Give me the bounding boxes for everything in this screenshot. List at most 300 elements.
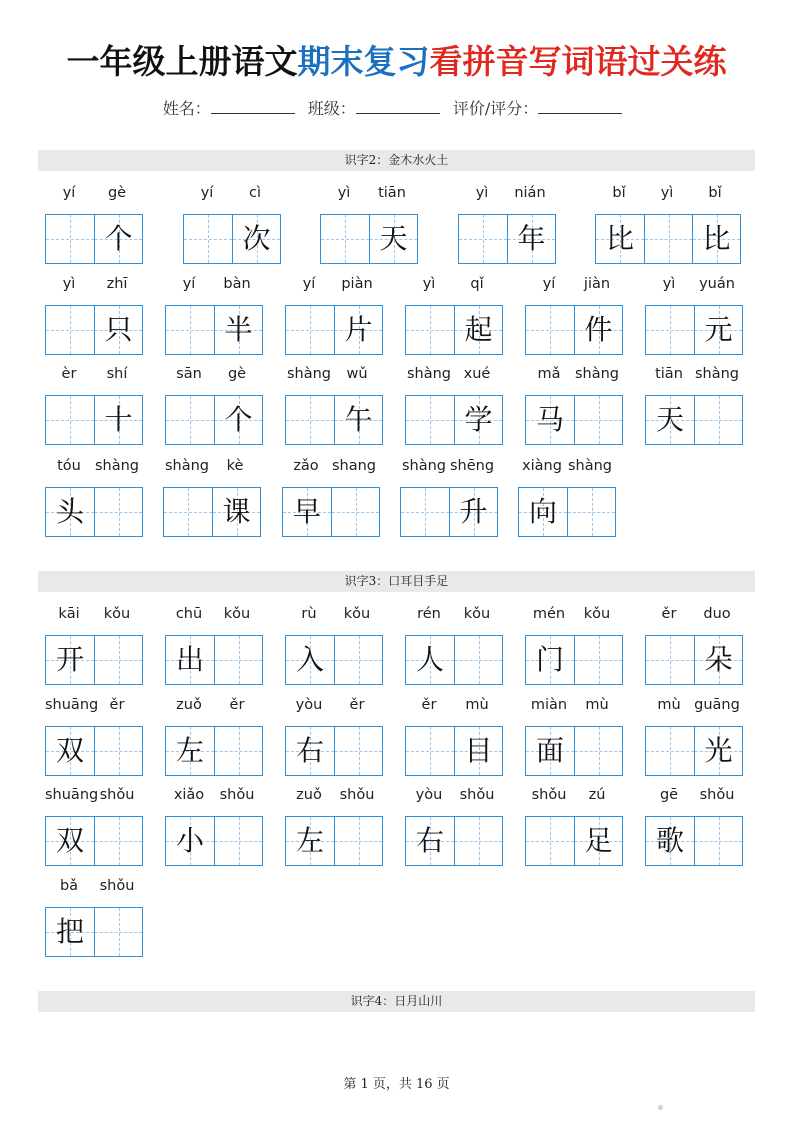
given-character-cell — [526, 727, 574, 775]
pinyin-syllable: yí — [200, 185, 214, 201]
pinyin-syllable: yì — [662, 276, 676, 292]
hanzi-character: 马 — [535, 403, 564, 436]
hanzi-character: 左 — [175, 734, 204, 767]
hanzi-character: 比 — [702, 222, 731, 255]
hanzi-character: 午 — [344, 403, 373, 436]
tianzige-grid — [285, 726, 383, 776]
pinyin-syllable: shǒu — [339, 787, 375, 803]
page-footer: 第 1 页，共 16 页 — [343, 1077, 450, 1092]
tianzige-grid — [183, 214, 281, 264]
pinyin-syllable: cì — [248, 185, 261, 201]
pinyin-syllable: yí — [302, 276, 316, 292]
word-item — [285, 695, 383, 777]
pinyin-syllable: èr — [61, 366, 77, 382]
given-character-cell — [334, 396, 382, 444]
pinyin-syllable: yí — [62, 185, 76, 201]
hanzi-character: 双 — [55, 824, 84, 857]
hanzi-character: 头 — [55, 495, 84, 528]
given-character-cell — [166, 727, 214, 775]
pinyin-syllable: wǔ — [346, 366, 368, 382]
tianzige-grid — [45, 635, 143, 685]
hanzi-character: 向 — [528, 495, 557, 528]
hanzi-character: 右 — [295, 734, 324, 767]
pinyin-syllable: bǐ — [708, 185, 722, 201]
hanzi-character: 元 — [704, 313, 733, 346]
word-item — [645, 364, 743, 446]
word-item — [405, 274, 503, 356]
hanzi-character: 入 — [295, 643, 324, 676]
word-item — [458, 183, 556, 265]
pinyin-syllable: shuāng — [45, 697, 99, 713]
blank-writing-cell[interactable] — [454, 817, 502, 865]
pinyin-syllable: yí — [182, 276, 196, 292]
pinyin-syllable: kǒu — [343, 606, 371, 622]
blank-writing-cell[interactable] — [646, 727, 694, 775]
pinyin-syllable: kāi — [58, 606, 80, 622]
section-header: 识字3：口耳目手足 — [38, 571, 755, 592]
hanzi-character: 升 — [459, 495, 488, 528]
given-character-cell — [283, 488, 331, 536]
word-item — [405, 604, 503, 686]
pinyin-syllable: jiàn — [583, 276, 611, 292]
word-item — [165, 695, 263, 777]
pinyin-syllable: mù — [585, 697, 609, 713]
pinyin-syllable: duo — [703, 606, 731, 622]
pinyin-syllable: sān — [176, 366, 202, 382]
section-header: 识字4：日月山川 — [38, 991, 755, 1012]
tianzige-grid — [645, 816, 743, 866]
blank-writing-cell[interactable] — [646, 636, 694, 684]
pinyin-syllable: kè — [226, 458, 244, 474]
blank-writing-cell[interactable] — [401, 488, 449, 536]
pinyin-syllable: xué — [463, 366, 491, 382]
word-item — [183, 183, 281, 265]
hanzi-character: 比 — [605, 222, 634, 255]
given-character-cell — [46, 908, 94, 956]
tianzige-grid — [45, 214, 143, 264]
word-item — [405, 364, 503, 446]
score-label: 评价/评分： — [452, 99, 539, 118]
blank-writing-cell[interactable] — [574, 727, 622, 775]
pinyin-syllable: guāng — [694, 697, 740, 713]
word-item — [405, 785, 503, 867]
page-title — [0, 40, 793, 84]
word-item — [285, 604, 383, 686]
word-item — [45, 604, 143, 686]
pinyin-syllable: yì — [62, 276, 76, 292]
given-character-cell — [526, 396, 574, 444]
blank-writing-cell[interactable] — [526, 306, 574, 354]
pinyin-syllable: yòu — [415, 787, 443, 803]
pinyin-syllable: chū — [175, 606, 203, 622]
pinyin-syllable: tiān — [655, 366, 683, 382]
blank-writing-cell[interactable] — [94, 908, 142, 956]
pinyin-syllable: bàn — [223, 276, 251, 292]
tianzige-grid — [645, 726, 743, 776]
pinyin-syllable: shǒu — [699, 787, 735, 803]
tianzige-grid — [320, 214, 418, 264]
pinyin-syllable: yì — [660, 185, 674, 201]
hanzi-character: 面 — [535, 734, 564, 767]
word-item — [45, 785, 143, 867]
word-item — [282, 456, 380, 538]
given-character-cell — [232, 215, 280, 263]
tianzige-grid — [285, 395, 383, 445]
pinyin-syllable: shàng — [286, 366, 332, 382]
pinyin-syllable: gè — [227, 366, 247, 382]
hanzi-character: 左 — [295, 824, 324, 857]
pinyin-syllable: shǒu — [219, 787, 255, 803]
blank-writing-cell[interactable] — [46, 215, 94, 263]
pinyin-syllable: shuāng — [45, 787, 99, 803]
blank-writing-cell[interactable] — [526, 817, 574, 865]
blank-writing-cell[interactable] — [331, 488, 379, 536]
word-item — [45, 183, 143, 265]
blank-writing-cell[interactable] — [406, 727, 454, 775]
blank-writing-cell[interactable] — [574, 636, 622, 684]
tianzige-grid — [525, 816, 623, 866]
tianzige-grid — [405, 635, 503, 685]
hanzi-character: 出 — [175, 643, 204, 676]
word-item — [45, 876, 143, 958]
blank-writing-cell[interactable] — [334, 727, 382, 775]
pinyin-syllable: mǎ — [537, 366, 561, 382]
blank-writing-cell[interactable] — [166, 396, 214, 444]
hanzi-character: 开 — [55, 643, 84, 676]
tianzige-grid — [165, 305, 263, 355]
hanzi-character: 十 — [104, 403, 133, 436]
given-character-cell — [646, 817, 694, 865]
given-character-cell — [94, 396, 142, 444]
given-character-cell — [694, 727, 742, 775]
given-character-cell — [646, 396, 694, 444]
given-character-cell — [526, 636, 574, 684]
blank-writing-cell[interactable] — [164, 488, 212, 536]
pinyin-syllable: shǒu — [459, 787, 495, 803]
given-character-cell — [449, 488, 497, 536]
word-item — [285, 274, 383, 356]
word-item — [165, 274, 263, 356]
tianzige-grid — [45, 487, 143, 537]
tianzige-grid — [285, 816, 383, 866]
given-character-cell — [46, 727, 94, 775]
given-character-cell — [692, 215, 740, 263]
hanzi-character: 朵 — [704, 643, 733, 676]
blank-writing-cell[interactable] — [94, 727, 142, 775]
pinyin-syllable: shí — [106, 366, 128, 382]
pinyin-syllable: piàn — [341, 276, 373, 292]
word-item — [165, 364, 263, 446]
pinyin-syllable: rù — [301, 606, 317, 622]
pinyin-syllable: mén — [532, 606, 566, 622]
tianzige-grid — [525, 726, 623, 776]
given-character-cell — [507, 215, 555, 263]
hanzi-character: 天 — [655, 403, 684, 436]
pinyin-syllable: yuán — [699, 276, 735, 292]
pinyin-syllable: xiàng — [522, 458, 562, 474]
word-item — [525, 695, 623, 777]
hanzi-character: 天 — [379, 222, 408, 255]
hanzi-character: 件 — [584, 313, 613, 346]
tianzige-grid — [645, 395, 743, 445]
pinyin-syllable: shàng — [94, 458, 140, 474]
tianzige-grid — [405, 726, 503, 776]
tianzige-grid — [458, 214, 556, 264]
given-character-cell — [574, 817, 622, 865]
word-item — [525, 274, 623, 356]
given-character-cell — [694, 636, 742, 684]
pinyin-syllable: kǒu — [103, 606, 131, 622]
tianzige-grid — [525, 635, 623, 685]
word-item — [163, 456, 261, 538]
tianzige-grid — [165, 816, 263, 866]
tianzige-grid — [525, 395, 623, 445]
tianzige-grid — [595, 214, 741, 264]
word-item — [525, 785, 623, 867]
hanzi-character: 早 — [292, 495, 321, 528]
tianzige-grid — [645, 635, 743, 685]
tianzige-grid — [45, 816, 143, 866]
blank-writing-cell[interactable] — [166, 306, 214, 354]
word-item — [525, 364, 623, 446]
pinyin-syllable: gē — [659, 787, 679, 803]
pinyin-syllable: yì — [337, 185, 351, 201]
pinyin-syllable: shàng — [694, 366, 740, 382]
word-item — [285, 364, 383, 446]
pinyin-syllable: kǒu — [583, 606, 611, 622]
given-character-cell — [596, 215, 644, 263]
pinyin-syllable: kǒu — [463, 606, 491, 622]
pinyin-syllable: zǎo — [293, 458, 319, 474]
given-character-cell — [574, 306, 622, 354]
tianzige-grid — [285, 635, 383, 685]
blank-writing-cell[interactable] — [574, 396, 622, 444]
blank-writing-cell[interactable] — [94, 636, 142, 684]
word-item — [518, 456, 616, 538]
hanzi-character: 个 — [224, 403, 253, 436]
given-character-cell — [94, 215, 142, 263]
word-item — [165, 785, 263, 867]
given-character-cell — [212, 488, 260, 536]
blank-writing-cell[interactable] — [454, 636, 502, 684]
blank-writing-cell[interactable] — [567, 488, 615, 536]
pinyin-syllable: shang — [331, 458, 377, 474]
hanzi-character: 次 — [242, 222, 271, 255]
pinyin-syllable: mù — [465, 697, 489, 713]
hanzi-character: 人 — [415, 643, 444, 676]
blank-writing-cell[interactable] — [184, 215, 232, 263]
title-part-3: 看拼音写词语过关练 — [429, 42, 727, 81]
section-header: 识字2：金木水火土 — [38, 150, 755, 171]
pinyin-syllable: shàng — [574, 366, 620, 382]
given-character-cell — [214, 396, 262, 444]
tianzige-grid — [163, 487, 261, 537]
hanzi-character: 半 — [224, 313, 253, 346]
pinyin-syllable: tiān — [378, 185, 406, 201]
word-item — [595, 183, 741, 265]
tianzige-grid — [405, 305, 503, 355]
pinyin-syllable: shǒu — [99, 878, 135, 894]
given-character-cell — [46, 488, 94, 536]
pinyin-syllable: miàn — [530, 697, 568, 713]
hanzi-character: 小 — [175, 824, 204, 857]
pinyin-syllable: yì — [475, 185, 489, 201]
tianzige-grid — [405, 395, 503, 445]
given-character-cell — [166, 636, 214, 684]
blank-writing-cell[interactable] — [646, 306, 694, 354]
tianzige-grid — [405, 816, 503, 866]
given-character-cell — [454, 396, 502, 444]
tianzige-grid — [45, 726, 143, 776]
pinyin-syllable: zuǒ — [296, 787, 322, 803]
class-label: 班级： — [307, 99, 356, 118]
blank-writing-cell[interactable] — [214, 727, 262, 775]
word-item — [45, 695, 143, 777]
blank-writing-cell[interactable] — [406, 396, 454, 444]
blank-writing-cell[interactable] — [214, 636, 262, 684]
pinyin-syllable: mù — [657, 697, 681, 713]
blank-writing-cell[interactable] — [94, 488, 142, 536]
hanzi-character: 只 — [104, 313, 133, 346]
pinyin-syllable: shǒu — [99, 787, 135, 803]
hanzi-character: 目 — [464, 734, 493, 767]
hanzi-character: 双 — [55, 734, 84, 767]
word-item — [645, 785, 743, 867]
blank-writing-cell[interactable] — [694, 396, 742, 444]
pinyin-syllable: shàng — [406, 366, 452, 382]
word-item — [525, 604, 623, 686]
tianzige-grid — [165, 395, 263, 445]
given-character-cell — [166, 817, 214, 865]
pinyin-syllable: tóu — [57, 458, 81, 474]
word-item — [45, 364, 143, 446]
given-character-cell — [46, 817, 94, 865]
decorative-dot — [658, 1105, 663, 1110]
tianzige-grid — [645, 305, 743, 355]
pinyin-syllable: gè — [107, 185, 127, 201]
name-field[interactable] — [211, 99, 295, 114]
tianzige-grid — [400, 487, 498, 537]
hanzi-character: 把 — [55, 915, 84, 948]
pinyin-syllable: shēng — [449, 458, 495, 474]
pinyin-syllable: ěr — [349, 697, 365, 713]
hanzi-character: 歌 — [655, 824, 684, 857]
word-item — [405, 695, 503, 777]
class-field[interactable] — [356, 99, 440, 114]
pinyin-syllable: shàng — [567, 458, 613, 474]
pinyin-syllable: shǒu — [531, 787, 567, 803]
pinyin-syllable: zuǒ — [176, 697, 202, 713]
given-character-cell — [454, 727, 502, 775]
hanzi-character: 个 — [104, 222, 133, 255]
pinyin-syllable: yì — [422, 276, 436, 292]
tianzige-grid — [45, 395, 143, 445]
blank-writing-cell[interactable] — [459, 215, 507, 263]
tianzige-grid — [518, 487, 616, 537]
given-character-cell — [214, 306, 262, 354]
pinyin-syllable: kǒu — [223, 606, 251, 622]
hanzi-character: 门 — [535, 643, 564, 676]
tianzige-grid — [285, 305, 383, 355]
pinyin-syllable: ěr — [661, 606, 677, 622]
word-item — [45, 274, 143, 356]
blank-writing-cell[interactable] — [406, 306, 454, 354]
blank-writing-cell[interactable] — [286, 306, 334, 354]
blank-writing-cell[interactable] — [46, 306, 94, 354]
given-character-cell — [46, 636, 94, 684]
hanzi-character: 片 — [344, 313, 373, 346]
given-character-cell — [519, 488, 567, 536]
pinyin-syllable: ěr — [109, 697, 125, 713]
given-character-cell — [406, 817, 454, 865]
blank-writing-cell[interactable] — [46, 396, 94, 444]
pinyin-syllable: ěr — [421, 697, 437, 713]
blank-writing-cell[interactable] — [321, 215, 369, 263]
title-part-2: 期末复习 — [297, 42, 430, 81]
pinyin-syllable: zhī — [106, 276, 128, 292]
pinyin-syllable: yí — [542, 276, 556, 292]
pinyin-syllable: bǎ — [59, 878, 79, 894]
pinyin-syllable: shàng — [164, 458, 210, 474]
given-character-cell — [694, 306, 742, 354]
word-item — [645, 604, 743, 686]
given-character-cell — [94, 306, 142, 354]
pinyin-syllable: yòu — [295, 697, 323, 713]
hanzi-character: 年 — [517, 222, 546, 255]
blank-writing-cell[interactable] — [286, 396, 334, 444]
word-item — [645, 274, 743, 356]
given-character-cell — [286, 817, 334, 865]
word-item — [400, 456, 498, 538]
title-part-1: 一年级上册语文 — [66, 42, 298, 81]
score-field[interactable] — [538, 99, 622, 114]
word-item — [645, 695, 743, 777]
given-character-cell — [454, 306, 502, 354]
given-character-cell — [334, 306, 382, 354]
blank-writing-cell[interactable] — [334, 817, 382, 865]
pinyin-syllable: bǐ — [612, 185, 626, 201]
pinyin-syllable: ěr — [229, 697, 245, 713]
word-item — [285, 785, 383, 867]
pinyin-syllable: zú — [588, 787, 606, 803]
tianzige-grid — [45, 907, 143, 957]
given-character-cell — [286, 727, 334, 775]
given-character-cell — [406, 636, 454, 684]
pinyin-syllable: nián — [514, 185, 546, 201]
blank-writing-cell[interactable] — [644, 215, 692, 263]
tianzige-grid — [165, 635, 263, 685]
given-character-cell — [369, 215, 417, 263]
name-label: 姓名： — [162, 99, 211, 118]
word-item — [45, 456, 143, 538]
tianzige-grid — [525, 305, 623, 355]
given-character-cell — [286, 636, 334, 684]
hanzi-character: 学 — [464, 403, 493, 436]
blank-writing-cell[interactable] — [334, 636, 382, 684]
blank-writing-cell[interactable] — [694, 817, 742, 865]
pinyin-syllable: shàng — [401, 458, 447, 474]
hanzi-character: 起 — [464, 313, 493, 346]
hanzi-character: 右 — [415, 824, 444, 857]
pinyin-syllable: qǐ — [470, 276, 484, 292]
tianzige-grid — [165, 726, 263, 776]
hanzi-character: 光 — [704, 734, 733, 767]
tianzige-grid — [45, 305, 143, 355]
pinyin-syllable: xiǎo — [173, 787, 205, 803]
blank-writing-cell[interactable] — [94, 817, 142, 865]
blank-writing-cell[interactable] — [214, 817, 262, 865]
word-item — [165, 604, 263, 686]
